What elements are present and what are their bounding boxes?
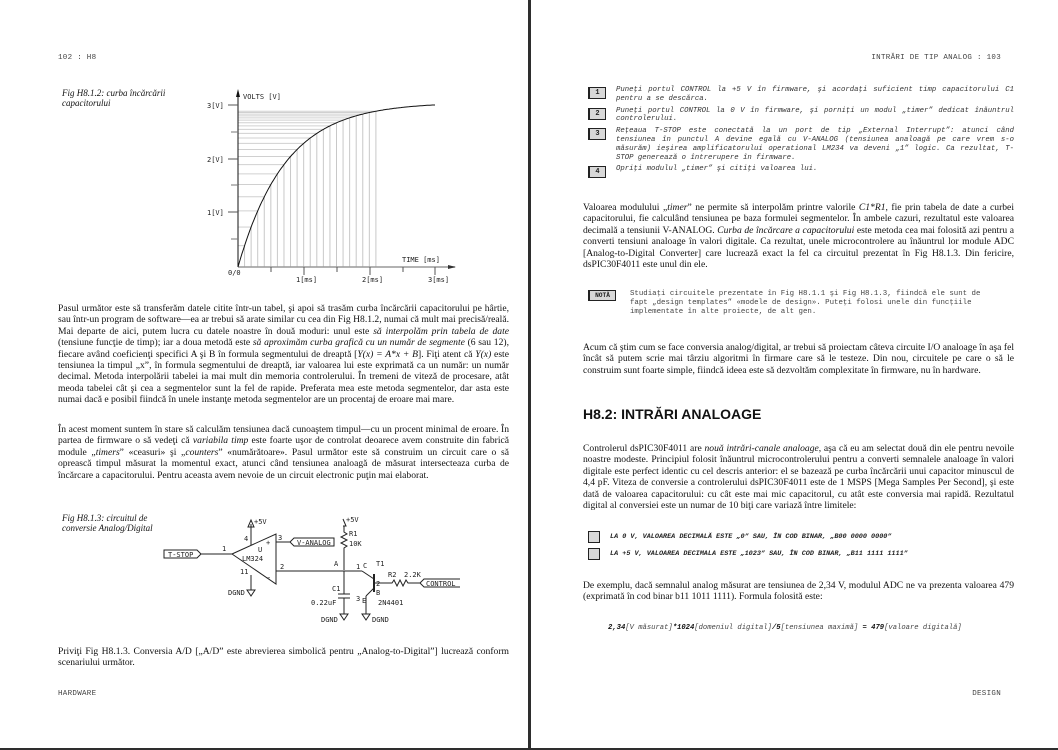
text-emphasis: timer xyxy=(667,202,688,213)
formula-part: 2,34 xyxy=(608,624,626,632)
pin-label: 2 xyxy=(280,563,285,571)
gnd-label: DGND xyxy=(321,616,338,624)
gnd-label: DGND xyxy=(228,589,245,597)
node-a-label: A xyxy=(334,560,339,568)
step-item xyxy=(588,107,1014,125)
tstop-label: T-STOP xyxy=(168,551,194,559)
text-run: Pasul următor este să transferăm datele citite într-un tabel, şi apoi să trasăm curba încărcării capacitorului pe hârtie, sau într-un program de software—ea ar trebui să arate similar cu cea din Fig H8.1.2, numai că mult mai precisă/reală. Mai departe de aici, putem lucra cu datele noastre în două moduri: unul este xyxy=(58,303,509,337)
resistor-r2 xyxy=(374,580,420,586)
transistor-pin-label: B xyxy=(376,589,381,597)
opamp-label: LM324 xyxy=(242,555,264,563)
right-page-header: INTRĂRI DE TIP ANALOG : 103 xyxy=(871,54,1001,62)
vcc-label: +5V xyxy=(346,516,359,524)
text-run: , aşa că eu am selectat două din ele pentru nevoile noastre modeste. Principiul folosit înăuntrul microcontrolerului pentru a converti semnalele analoage în valori digitale este perfect identic cu cel descris anterior: el se bazează pe curba încărcării unui capacitor minuscul de 4,4 pF. Viteza de conversie a controlerului dsPIC30F4011 este de 1 MSPS [Mega Samples Per Second], şi este dată de valoarea capacitorului: cu cât este mai mic capacitorul, cu atât este conversia mai rapidă. Rezultatul digital al conversiei este un numar de 10 biţi care variază între limitele: xyxy=(583,443,1015,512)
r2-label: R2 xyxy=(388,571,397,579)
left-page-header: 102 : H8 xyxy=(58,54,97,62)
paragraph-io-circuits: Acum că ştim cum se face conversia analog/digital, ar trebui să proiectam câteva circuite I/O analoage în aşa fel încât să putem scrie mai târziu algoritmi în firmare care să le testeze. Din nou, circuitele pe care o să le construim sunt foarte simple, fiindcă ideea este să dezvoltăm complexitate în firmware, nu în hardware. xyxy=(583,342,1014,376)
limit-text: LA +5 V, VALOAREA DECIMALA ESTE „1023” SAU, ÎN COD BINAR, „B11 1111 1111” xyxy=(610,549,908,558)
resistor-r1 xyxy=(341,526,347,570)
paragraph-timers xyxy=(58,424,509,481)
origin-label: 0/0 xyxy=(228,269,241,277)
fig-caption-charging-curve xyxy=(62,88,182,108)
y-tick-label: 2[V] xyxy=(207,156,224,164)
text-run: În acest moment suntem în stare să calculăm tensiunea dacă cunoaştem timpul—cu un procent minimal de eroare. În partea de firmware o să vedeţi că xyxy=(58,424,509,447)
left-page-footer: HARDWARE xyxy=(58,690,97,698)
right-page-footer: DESIGN xyxy=(972,690,1001,698)
text-run: Valoarea modulului „ xyxy=(583,202,668,213)
procedure-steps xyxy=(588,86,1014,181)
vanalog-label: V-ANALOG xyxy=(297,539,331,547)
y-axis-arrow-icon xyxy=(236,89,240,97)
step-text: Puneţi portul CONTROL la 0 V în firmware, şi porniţi un modul „timer” dedicat înăuntrul controlerului. xyxy=(616,106,1014,124)
text-run: (tensiune funcţie de timp); iar a doua metodă este xyxy=(58,337,253,349)
formula-part: = 479 xyxy=(858,624,885,632)
text-emphasis: Curba de încărcare a capacitorului xyxy=(717,224,855,236)
paragraph-interpolation xyxy=(58,303,509,406)
ad-converter-schematic xyxy=(160,510,460,630)
paragraph-example: De exemplu, dacă semnalul analog măsurat are tensiunea de 2,34 V, modulul ADC ne va prezenta valoarea 479 (exprimată în cod binar b11 1011 1111). Formula folosită este: xyxy=(583,580,1014,603)
text-emphasis: counters xyxy=(185,446,219,458)
paragraph-ad-conversion: Priviţi Fig H8.1.3. Conversia A/D [„A/D” este abrevierea simbolică pentru „Analog-to-Digital”] lucrează conform scenariului următor. xyxy=(58,646,509,669)
text-run: ]. Fiţi atent că xyxy=(418,348,476,360)
t1-label: T1 xyxy=(376,560,385,568)
r2-value: 2.2K xyxy=(404,571,421,579)
paragraph-timer-value xyxy=(583,202,1014,270)
y-tick-label: 3[V] xyxy=(207,102,224,110)
paragraph-analog-inputs xyxy=(583,443,1014,511)
note-text: Studiaţi circuitele prezentate în Fig H8.1.1 şi Fig H8.1.3, fiindcă ele sunt de fapt „design templates” «modele de design». Puteţi folosi unele din funcţiile implementate în alte proiecte, de alt gen. xyxy=(630,290,981,317)
ground-icon xyxy=(340,614,348,620)
text-emphasis: Y(x) xyxy=(475,348,492,360)
caption-line: capacitorului xyxy=(62,98,111,108)
text-run: (6 sau 12), fiecare având coeficienţi specifici A şi B în formula segmentului de dreaptă [ xyxy=(58,337,509,360)
limit-item xyxy=(588,547,1008,560)
text-emphasis: să interpolăm prin tabela de date xyxy=(373,325,510,337)
pin-label: 3 xyxy=(356,595,361,603)
step-text: Opriţi modulul „timer” şi citiţi valoarea lui. xyxy=(616,165,818,174)
caption-line: Fig H8.1.2: curba încărcării xyxy=(62,88,166,98)
text-run: ” «numărătoare». Pasul următor este să construim un circuit care o să oprească timpul măsurat la momentul exact, atunci când tensiunea analoagă de măsurat intersecteaza curba de încărcare a capacitorului. Pentru aceasta avem nevoie de un circuit electronic puţin mai elaborat. xyxy=(58,446,509,481)
checkbox-bullet-icon xyxy=(588,548,600,560)
text-run: este foarte uşor de controlat deoarece avem construite din fabrică module „ xyxy=(58,435,510,458)
pin-label: 4 xyxy=(244,535,249,543)
sample-gridlines xyxy=(238,111,376,267)
ground-icon xyxy=(362,614,370,620)
page-divider xyxy=(528,0,531,750)
r1-label: R1 xyxy=(349,530,358,538)
x-tick-label: 2[ms] xyxy=(362,276,384,284)
formula-part: [valoare digitală] xyxy=(884,624,962,632)
step-item xyxy=(588,127,1014,162)
formula-inline: Y(x) = A*x + B xyxy=(357,348,419,360)
text-run: Controlerul dsPIC30F4011 are xyxy=(583,443,705,454)
transistor-pin-label: C xyxy=(363,562,368,570)
pin-label: 11 xyxy=(240,568,249,576)
pin-label: 1 xyxy=(356,563,361,571)
charging-curve-chart xyxy=(195,85,475,295)
section-title: H8.2: INTRĂRI ANALOAGE xyxy=(583,406,762,422)
step-item xyxy=(588,165,1014,178)
text-emphasis: să aproximăm curba grafică cu un număr de segmente xyxy=(252,337,465,349)
pin-label: 2 xyxy=(376,580,381,588)
limit-text: LA 0 V, VALOAREA DECIMALĂ ESTE „0” SAU, ÎN COD BINAR, „B00 0000 0000” xyxy=(610,532,892,541)
minus-sign: − xyxy=(266,574,271,582)
conversion-limits xyxy=(588,530,1008,564)
text-emphasis: nouă intrări-canale analoage xyxy=(704,443,819,454)
text-run: este metoda cea mai folosită azi pentru a converti tensiuni analoage în valori digitale. Ca rezultat, unele microcontrolere au înăuntrul lor module ADC [Analog-to-Digital Converter] care lucrează exact la fel ca circuitul prezentat în Fig H8.1.3. Din fericire, dsPIC30F4011 este unul din ele. xyxy=(583,224,1015,271)
text-emphasis: variabila timp xyxy=(192,435,249,447)
step-number-badge: 2 xyxy=(588,108,606,120)
plus-sign: + xyxy=(266,539,271,547)
c1-value: 0.22uF xyxy=(311,599,337,607)
pin-label: 1 xyxy=(222,545,227,553)
adc-formula xyxy=(608,624,962,632)
caption-line: Fig H8.1.3: circuitul de xyxy=(62,513,148,523)
vcc-label: +5V xyxy=(254,518,267,526)
text-run: ” ne permite să interpolăm printre valorile xyxy=(687,202,859,213)
formula-part: [tensiunea maximă] xyxy=(780,624,859,632)
limit-item xyxy=(588,530,1008,543)
text-run: ” «ceasuri» şi „ xyxy=(119,446,186,458)
checkbox-bullet-icon xyxy=(588,531,600,543)
formula-part: [domeniul digital] xyxy=(694,624,772,632)
y-axis-label: VOLTS [V] xyxy=(243,93,281,101)
step-number-badge: 4 xyxy=(588,166,606,178)
text-run: este tensiunea la timpul „x”, în formula segmentului de dreaptă, iar valoarea lui este exprimată ca un număr: un număr decimal. Metoda interpolării tabelei ia mai mult din memoria controlerului. În tremeni de viteză de procesare, atât meoda tabelei cât şi cea a segmentelor sunt la fel de rapide. Preferata mea este metoda segmentelor, dar asta este numai dacă e posibil fiindcă în unele instanţe metoda segmentelor are un procentaj de eroare mai mare. xyxy=(58,348,509,406)
step-text: Puneţi portul CONTROL la +5 V în firmware, şi acordaţi suficient timp capacitorului C1 pentru a se descărca. xyxy=(616,86,1014,103)
t1-part-label: 2N4401 xyxy=(378,599,404,607)
transistor-pin-label: E xyxy=(362,597,367,605)
note-badge: NOTĂ xyxy=(588,290,616,301)
caption-line: conversie Analog/Digital xyxy=(62,523,153,533)
pin-label: 3 xyxy=(278,534,283,542)
text-emphasis: timers xyxy=(95,446,120,458)
control-label: CONTROL xyxy=(426,580,456,588)
text-run: , fie prin tabela de date a curbei capacitorului, fie calculând tensiunea pe baza formulei segmentelor. În ambele cazuri, rezultatul este valoarea decimală a tensiunii V-ANALOG. xyxy=(583,202,1014,236)
r1-value: 10K xyxy=(349,540,362,548)
step-text: Reţeaua T-STOP este conectată la un port de tip „External Interrupt”: atunci când tensiunea în punctul A devine egală cu V-ANALOG (tensiunea analoagă pe care vrem s-o măsurăm) ieşirea amplificatorului operational LM234 va deveni „1” logic. Ca rezultat, T-STOP generează o întrerupere în firmware. xyxy=(616,127,1014,162)
formula-part: /5 xyxy=(771,624,781,632)
x-axis-arrow-icon xyxy=(448,265,456,269)
step-number-badge: 3 xyxy=(588,128,606,140)
y-tick-label: 1[V] xyxy=(207,209,224,217)
gnd-label: DGND xyxy=(372,616,389,624)
formula-part: [V măsurat] xyxy=(625,624,673,632)
x-tick-label: 1[ms] xyxy=(296,276,318,284)
text-emphasis: C1*R1 xyxy=(858,202,886,213)
opamp-ref-label: U xyxy=(258,546,263,554)
c1-label: C1 xyxy=(332,585,341,593)
x-axis-label: TIME [ms] xyxy=(402,256,440,264)
formula-part: *1024 xyxy=(672,624,695,632)
ground-icon xyxy=(247,590,255,596)
step-item xyxy=(588,86,1014,104)
x-tick-label: 3[ms] xyxy=(428,276,450,284)
step-number-badge: 1 xyxy=(588,87,606,99)
